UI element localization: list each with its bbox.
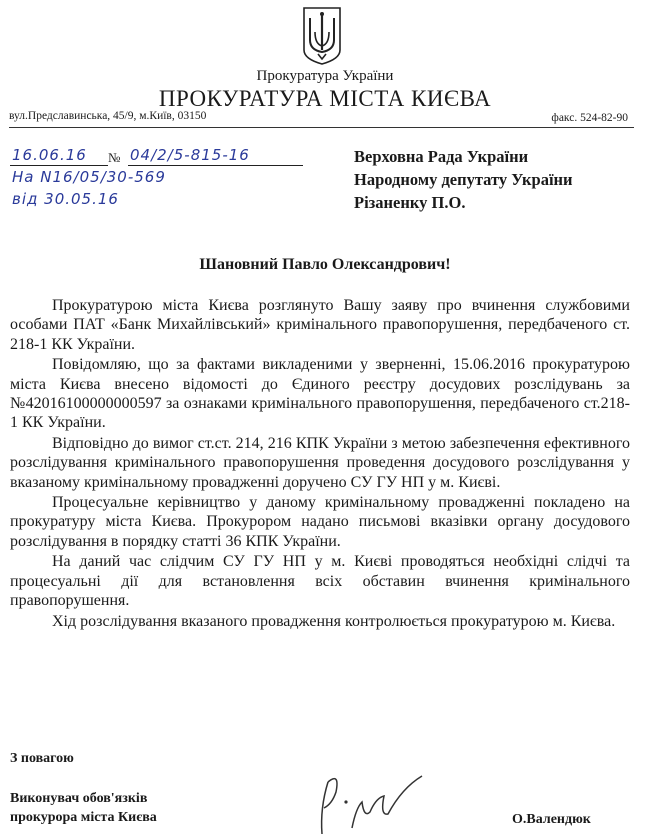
incoming-reference: Нa N16/05/30-569 — [12, 168, 166, 186]
organization-fax: факс. 524-82-90 — [551, 112, 628, 124]
paragraph-2: Повідомляю, що за фактами викладеними у зверненні, 15.06.2016 прокуратурою міста Києва внесено відомості до Єдиного реєстру досудових розслідувань за №42016100000000597 за ознаками кримінального правопорушення, передбаченого ст.218-1 КК України. — [10, 356, 630, 432]
organization-address: вул.Предславинська, 45/9, м.Київ, 03150 — [9, 110, 207, 122]
signature-icon — [310, 768, 430, 838]
organization-name: ПРОКУРАТУРА МІСТА КИЄВА — [158, 86, 492, 111]
signer-position-line-1: Виконувач обов'язків — [10, 791, 148, 806]
letter-body — [10, 296, 630, 632]
paragraph-6: Хід розслідування вказаного провадження контролюється прокуратурою м. Києва. — [52, 612, 616, 630]
paragraph-4: Процесуальне керівництво у даному кримінальному провадженні покладено на прокуратуру міста Києва. Прокурором надано письмові вказівки органу досудового розслідування в порядку статті 36 КПК України. — [10, 494, 630, 550]
closing-regards: З повагою — [10, 751, 74, 766]
signer-position-line-2: прокурора міста Києва — [10, 810, 157, 825]
number-underline — [128, 165, 303, 166]
organization-parent: Прокуратура України — [256, 68, 394, 84]
recipient-line-2: Народному депутату України — [354, 170, 573, 189]
paragraph-1: Прокуратурою міста Києва розглянуто Вашу заяву про вчинення службовими особами ПАТ «Банк Михайлівський» кримінального правопорушення, передбаченого ст. 218-1 КК України. — [10, 297, 630, 353]
recipient-line-1: Верховна Рада України — [354, 147, 529, 166]
paragraph-5: На даний час слідчим СУ ГУ НП у м. Києві проводяться необхідні слідчі та процесуальні дії для встановлення всіх обставин вчинення кримінального правопорушення. — [10, 553, 630, 610]
salutation: Шановний Павло Олександрович! — [199, 256, 451, 273]
number-label: № — [108, 150, 121, 165]
paragraph-3: Відповідно до вимог ст.ст. 214, 216 КПК України з метою забезпечення ефективного розслідування кримінального правопорушення проведення досудового розслідування у вказаному кримінальному провадженні доручено СУ ГУ НП у м. Києві. — [10, 434, 630, 491]
outgoing-number: 04/2/5-815-16 — [130, 146, 250, 164]
coat-of-arms-icon — [301, 6, 343, 66]
outgoing-date: 16.06.16 — [12, 146, 87, 164]
recipient-line-3: Різаненку П.О. — [354, 193, 466, 212]
signer-name: О.Валендюк — [512, 812, 591, 827]
date-underline — [10, 165, 108, 166]
header-divider — [9, 127, 634, 128]
incoming-reference-date: від 30.05.16 — [12, 190, 119, 208]
